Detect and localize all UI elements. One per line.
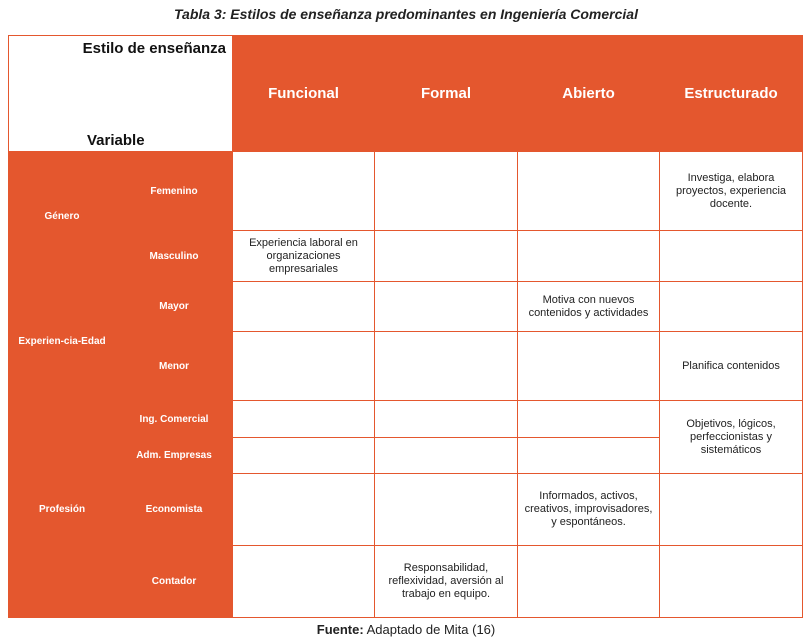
cell	[518, 152, 660, 231]
cell	[660, 546, 803, 618]
cell	[660, 231, 803, 282]
cell	[233, 438, 375, 474]
cell	[375, 152, 518, 231]
cell	[375, 474, 518, 546]
variable-menor: Menor	[116, 332, 233, 401]
cell	[375, 438, 518, 474]
cell	[660, 474, 803, 546]
corner-style-label: Estilo de enseñanza	[82, 40, 226, 57]
cell	[518, 401, 660, 438]
cell	[518, 546, 660, 618]
cell	[233, 546, 375, 618]
cell: Responsabilidad, reflexividad, aversión al trabajo en equipo.	[375, 546, 518, 618]
cell	[518, 332, 660, 401]
cell	[660, 282, 803, 332]
cell: Motiva con nuevos contenidos y actividades	[518, 282, 660, 332]
source-note	[0, 622, 812, 637]
cell: Planifica contenidos	[660, 332, 803, 401]
variable-mayor: Mayor	[116, 282, 233, 332]
corner-header	[9, 36, 233, 152]
col-header-formal: Formal	[375, 36, 518, 152]
cell	[518, 231, 660, 282]
variable-contador: Contador	[116, 546, 233, 618]
cell	[375, 282, 518, 332]
cell: Informados, activos, creativos, improvisadores, y espontáneos.	[518, 474, 660, 546]
cell	[375, 231, 518, 282]
cell	[233, 332, 375, 401]
cell	[233, 282, 375, 332]
cell	[233, 474, 375, 546]
group-experiencia-edad: Experien-cia-Edad	[9, 282, 116, 401]
variable-masculino: Masculino	[116, 231, 233, 282]
variable-adm-empresas: Adm. Empresas	[116, 438, 233, 474]
col-header-funcional: Funcional	[233, 36, 375, 152]
group-profesion: Profesión	[9, 401, 116, 618]
styles-table	[8, 35, 803, 618]
group-genero: Género	[9, 152, 116, 282]
table-title: Tabla 3: Estilos de enseñanza predominantes en Ingeniería Comercial	[174, 6, 638, 22]
variable-femenino: Femenino	[116, 152, 233, 231]
cell: Investiga, elabora proyectos, experiencia docente.	[660, 152, 803, 231]
cell: Objetivos, lógicos, perfeccionistas y sistemáticos	[660, 401, 803, 474]
cell	[375, 332, 518, 401]
col-header-abierto: Abierto	[518, 36, 660, 152]
corner-variable-label: Variable	[87, 132, 145, 149]
variable-economista: Economista	[116, 474, 233, 546]
col-header-estructurado: Estructurado	[660, 36, 803, 152]
cell	[518, 438, 660, 474]
cell: Experiencia laboral en organizaciones empresariales	[233, 231, 375, 282]
source-label: Fuente:	[316, 622, 364, 637]
cell	[233, 401, 375, 438]
cell	[233, 152, 375, 231]
cell	[375, 401, 518, 438]
variable-ing-comercial: Ing. Comercial	[116, 401, 233, 438]
source-text: Adaptado de Mita (16)	[363, 622, 496, 637]
